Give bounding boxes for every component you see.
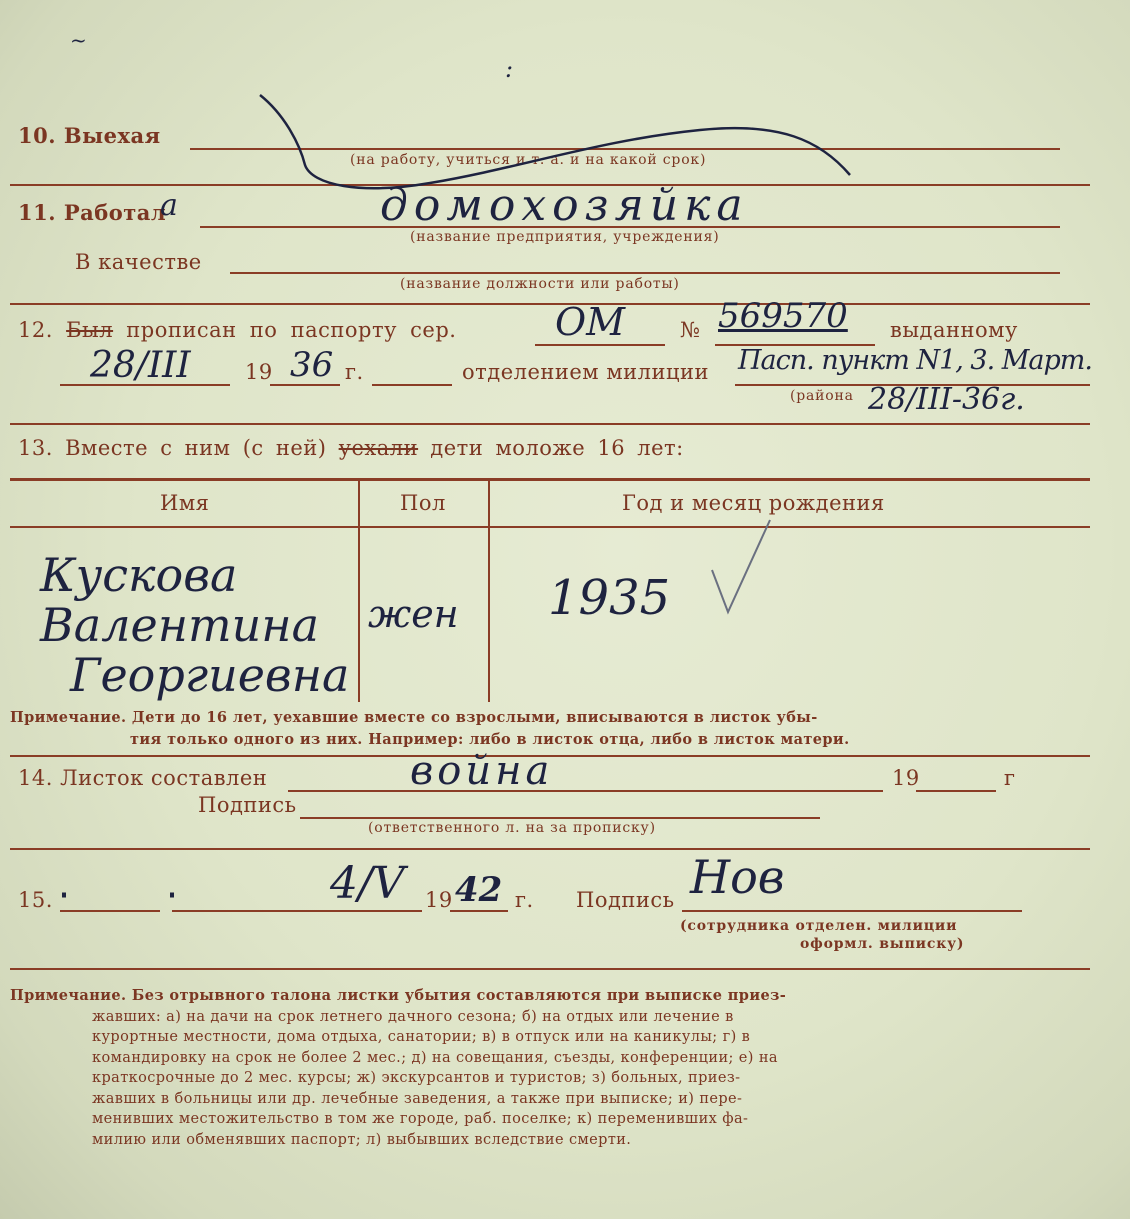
field-10-hint: (на работу, учиться и т. а. и на какой срок) (350, 152, 707, 168)
field-14-sign-label: Подпись (198, 793, 297, 817)
year-prefix: 19 (245, 360, 273, 384)
issue-date: 28/III (90, 345, 191, 386)
ink-mark: : (505, 55, 514, 83)
field-13-text-end: дети моложе 16 лет: (430, 436, 684, 460)
field-11b-hint: (название должности или работы) (400, 276, 680, 292)
police-name: Пасп. пункт N1, 3. Март. (738, 345, 1092, 376)
field-15-label: 15. (18, 888, 53, 912)
note-2-line: краткосрочные до 2 мес. курсы; ж) экскурсантов и туристов; з) больных, приез- (92, 1070, 741, 1086)
ink-mark: ~ (70, 28, 87, 52)
field-10-label: 10. Выехая (18, 123, 161, 148)
note-2-line: менивших местожительство в том же городе, раб. поселке; к) переменивших фа- (92, 1111, 749, 1127)
note-2-line: командировку на срок не более 2 мес.; д) на совещания, съезды, конференции; е) на (92, 1049, 778, 1066)
year-suffix: г. (345, 360, 364, 384)
field-13-struck-word: уехали (338, 436, 419, 460)
field-12-struck-word: Был (66, 318, 114, 342)
field-15-year-prefix: 19 (425, 888, 453, 912)
note-1-line2: тия только одного из них. Например: либо в листок отца, либо в листок матери. (130, 731, 850, 748)
police-hint: (района (790, 388, 854, 404)
field-15-year: 42 (455, 870, 503, 910)
field-12-number: 12. (18, 318, 53, 342)
police-label: отделением милиции (462, 360, 709, 384)
note-1-line1: Примечание. Дети до 16 лет, уехавшие вместе со взрослыми, вписываются в листок убы- (10, 709, 818, 726)
field-11-hint: (название предприятия, учреждения) (410, 229, 720, 245)
field-14-g: г (1004, 766, 1016, 790)
issue-year: 36 (290, 345, 334, 385)
field-15-sign-label: Подпись (576, 888, 675, 912)
field-15-date: 4/V (330, 858, 405, 909)
child-name-line2: Валентина (40, 598, 320, 652)
issued-label: выданному (890, 318, 1018, 342)
child-name-line1: Кускова (40, 548, 238, 602)
note-2-line: жавших в больницы или др. лечебные заведения, а также при выписке; и) пере- (92, 1090, 743, 1107)
field-15-g: г. (515, 888, 534, 912)
child-sex: жен (368, 592, 459, 636)
table-header-sex: Пол (400, 491, 446, 515)
field-11-suffix: а (160, 188, 178, 223)
field-14-label: 14. Листок составлен (18, 766, 268, 790)
field-14-hint: (ответственного л. на за прописку) (368, 820, 656, 836)
ink-stroke-curve (260, 95, 850, 188)
child-birth: 1935 (548, 570, 671, 626)
field-15-hint-2: оформл. выписку) (800, 936, 965, 952)
field-11-label: 11. Работал (18, 200, 167, 225)
note-2-line: Примечание. Без отрывного талона листки убытия составляются при выписке приез- (10, 987, 787, 1004)
note-2-line: милию или обменявших паспорт; л) выбывших вследствие смерти. (92, 1131, 632, 1148)
field-14-value: война (410, 748, 554, 794)
note-2-line: жавших: а) на дачи на срок летнего дачного сезона; б) на отдых или лечение в (92, 1008, 734, 1025)
field-15-hint-1: (сотрудника отделен. милиции (680, 918, 958, 934)
field-11-value: домохозяйка (380, 180, 749, 231)
note-2-line: курортные местности, дома отдыха, санатории; в) в отпуск или на каникулы; г) в (92, 1029, 751, 1045)
passport-series: ОМ (555, 300, 626, 344)
field-12-text: прописан по паспорту сер. (126, 318, 457, 342)
field-13-text: 13. Вместе с ним (с ней) (18, 436, 327, 460)
registration-date: 28/III-36г. (868, 382, 1025, 417)
passport-number-label: № (680, 318, 701, 342)
field-14-year: 19 (892, 766, 920, 790)
field-15-signature: Нов (690, 850, 785, 904)
field-11b-label: В качестве (75, 250, 202, 274)
table-header-birth: Год и месяц рождения (622, 491, 885, 515)
passport-number: 569570 (718, 296, 848, 336)
ink-checkmark (712, 520, 770, 612)
child-name-line3: Георгиевна (70, 648, 350, 702)
table-header-name: Имя (160, 491, 210, 515)
